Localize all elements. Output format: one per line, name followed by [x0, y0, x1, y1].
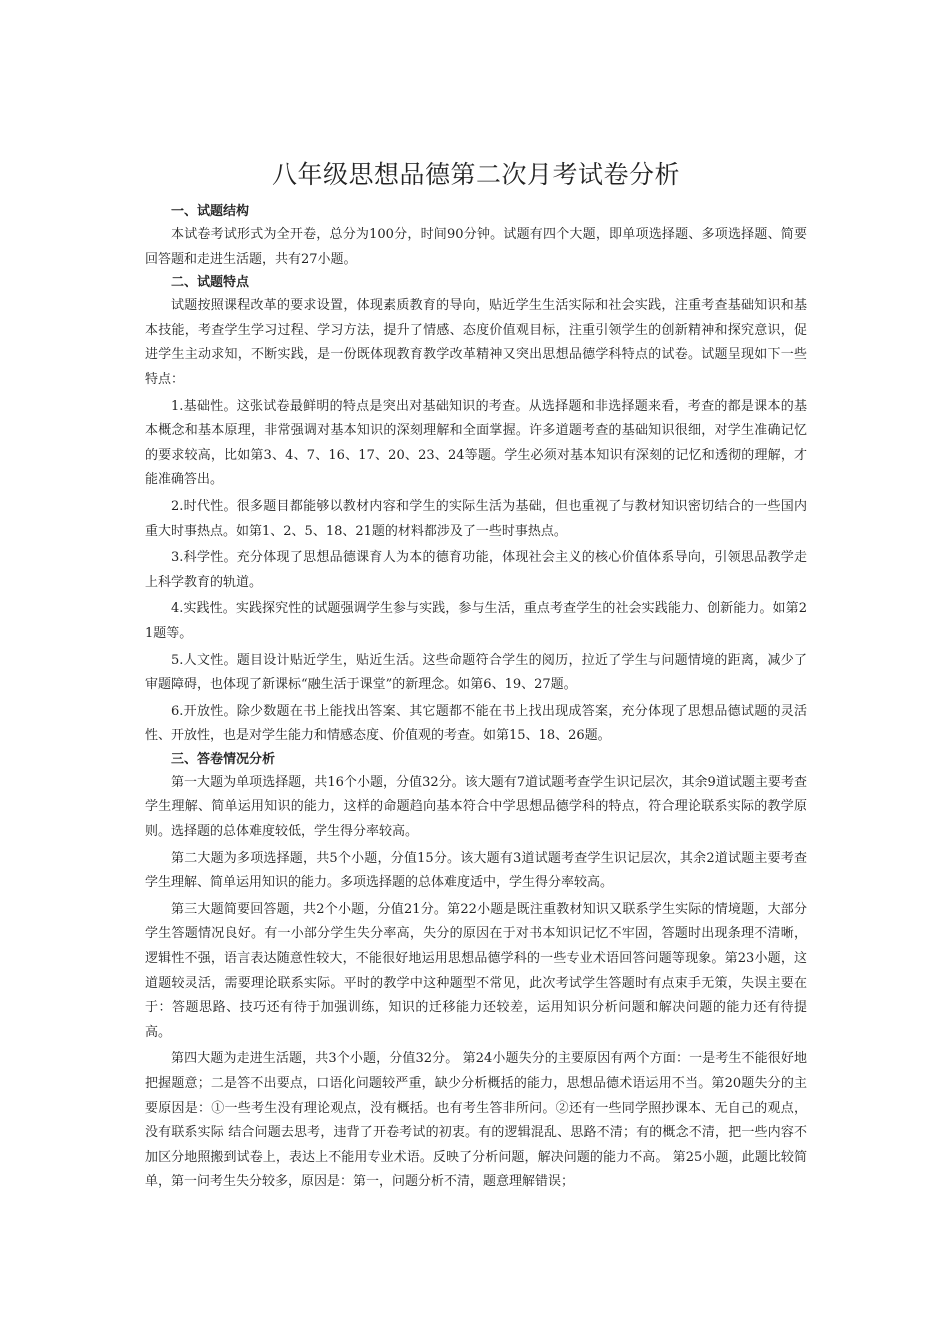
paragraph: 试题按照课程改革的要求设置，体现素质教育的导向，贴近学生生活实际和社会实践，注重考查基础知识和基本技能，考查学生学习过程、学习方法，提升了情感、态度价值观目标，注重引领学生的创新精神和探究意识，促进学生主动求知，不断实践，是一份既体现教育教学改革精神又突出思想品德学科特点的试卷。试题呈现如下一些特点： [145, 298, 807, 387]
section-heading-analysis: 三、答卷情况分析 [171, 751, 276, 767]
paragraph: 第四大题为走进生活题，共3个小题，分值32分。 第24小题失分的主要原因有两个方面：一是考生不能很好地把握题意；二是答不出要点，口语化问题较严重，缺少分析概括的能力，思想品德术语运用不当。第20题失分的主要原因是：①一些考生没有理论观点，没有概括。也有考生答非所问。②还有一些同学照抄课本、无自己的观点，没有联系实际 结合问题去思考，违背了开卷考试的初衷。有的逻辑混乱、思路不清；有的概念不清，把一些内容不加区分地照搬到试卷上，表达上不能用专业术语。反映了分析问题，解决问题的能力不高。 第25小题，此题比较简单，第一问考生失分较多，原因是：第一，问题分析不清，题意理解错误； [145, 1051, 807, 1190]
document-page [145, 155, 807, 1195]
paragraph: 第一大题为单项选择题，共16个小题，分值32分。该大题有7道试题考查学生识记层次，其余9道试题主要考查学生理解、简单运用知识的能力，这样的命题趋向基本符合中学思想品德学科的特点，符合理论联系实际的教学原则。选择题的总体难度较低，学生得分率较高。 [145, 774, 807, 840]
paragraph: 4.实践性。实践探究性的试题强调学生参与实践，参与生活，重点考查学生的社会实践能力、创新能力。如第21题等。 [145, 601, 807, 641]
section-heading-features: 二、试题特点 [171, 275, 250, 291]
paragraph: 6.开放性。除少数题在书上能找出答案、其它题都不能在书上找出现成答案，充分体现了思想品德试题的灵活性、开放性，也是对学生能力和情感态度、价值观的考查。如第15、18、26题。 [145, 703, 807, 744]
section-heading-structure: 一、试题结构 [171, 204, 250, 219]
paragraph: 3.科学性。充分体现了思想品德课育人为本的德育功能，体现社会主义的核心价值体系导向，引领思品教学走上科学教育的轨道。 [145, 550, 807, 590]
document-title: 八年级思想品德第二次月考试卷分析 [271, 160, 680, 189]
paragraph: 第三大题简要回答题，共2个小题，分值21分。第22小题是既注重教材知识又联系学生实际的情境题，大部分学生答题情况良好。有一小部分学生失分率高，失分的原因在于对书本知识记忆不牢固，答题时出现条理不清晰，逻辑性不强，语言表达随意性较大，不能很好地运用思想品德学科的一些专业术语回答问题等现象。第23小题，这道题较灵活，需要理论联系实际。平时的教学中这种题型不常见，此次考试学生答题时有点束手无策，失误主要在于：答题思路、技巧还有待于加强训练，知识的迁移能力还较差，运用知识分析问题和解决问题的能力还有待提高。 [145, 901, 807, 1040]
paragraph: 第二大题为多项选择题，共5个小题，分值15分。该大题有3道试题考查学生识记层次，其余2道试题主要考查学生理解、简单运用知识的能力。多项选择题的总体难度适中，学生得分率较高。 [145, 850, 807, 891]
paragraph: 本试卷考试形式为全开卷，总分为100分，时间90分钟。试题有四个大题，即单项选择题、多项选择题、简要回答题和走进生活题，共有27小题。 [145, 227, 807, 267]
paragraph: 2.时代性。很多题目都能够以教材内容和学生的实际生活为基础，但也重视了与教材知识密切结合的一些国内重大时事热点。如第1、2、5、18、21题的材料都涉及了一些时事热点。 [145, 498, 807, 539]
paragraph: 5.人文性。题目设计贴近学生，贴近生活。这些命题符合学生的阅历，拉近了学生与问题情境的距离，减少了审题障碍，也体现了新课标“融生活于课堂”的新理念。如第6、19、27题。 [145, 652, 807, 693]
paragraph: 1.基础性。这张试卷最鲜明的特点是突出对基础知识的考查。从选择题和非选择题来看，考查的都是课本的基本概念和基本原理，非常强调对基本知识的深刻理解和全面掌握。许多道题考查的基础知识很细，对学生准确记忆的要求较高，比如第3、4、7、16、17、20、23、24等题。学生必须对基本知识有深刻的记忆和透彻的理解，才能准确答出。 [145, 398, 807, 488]
